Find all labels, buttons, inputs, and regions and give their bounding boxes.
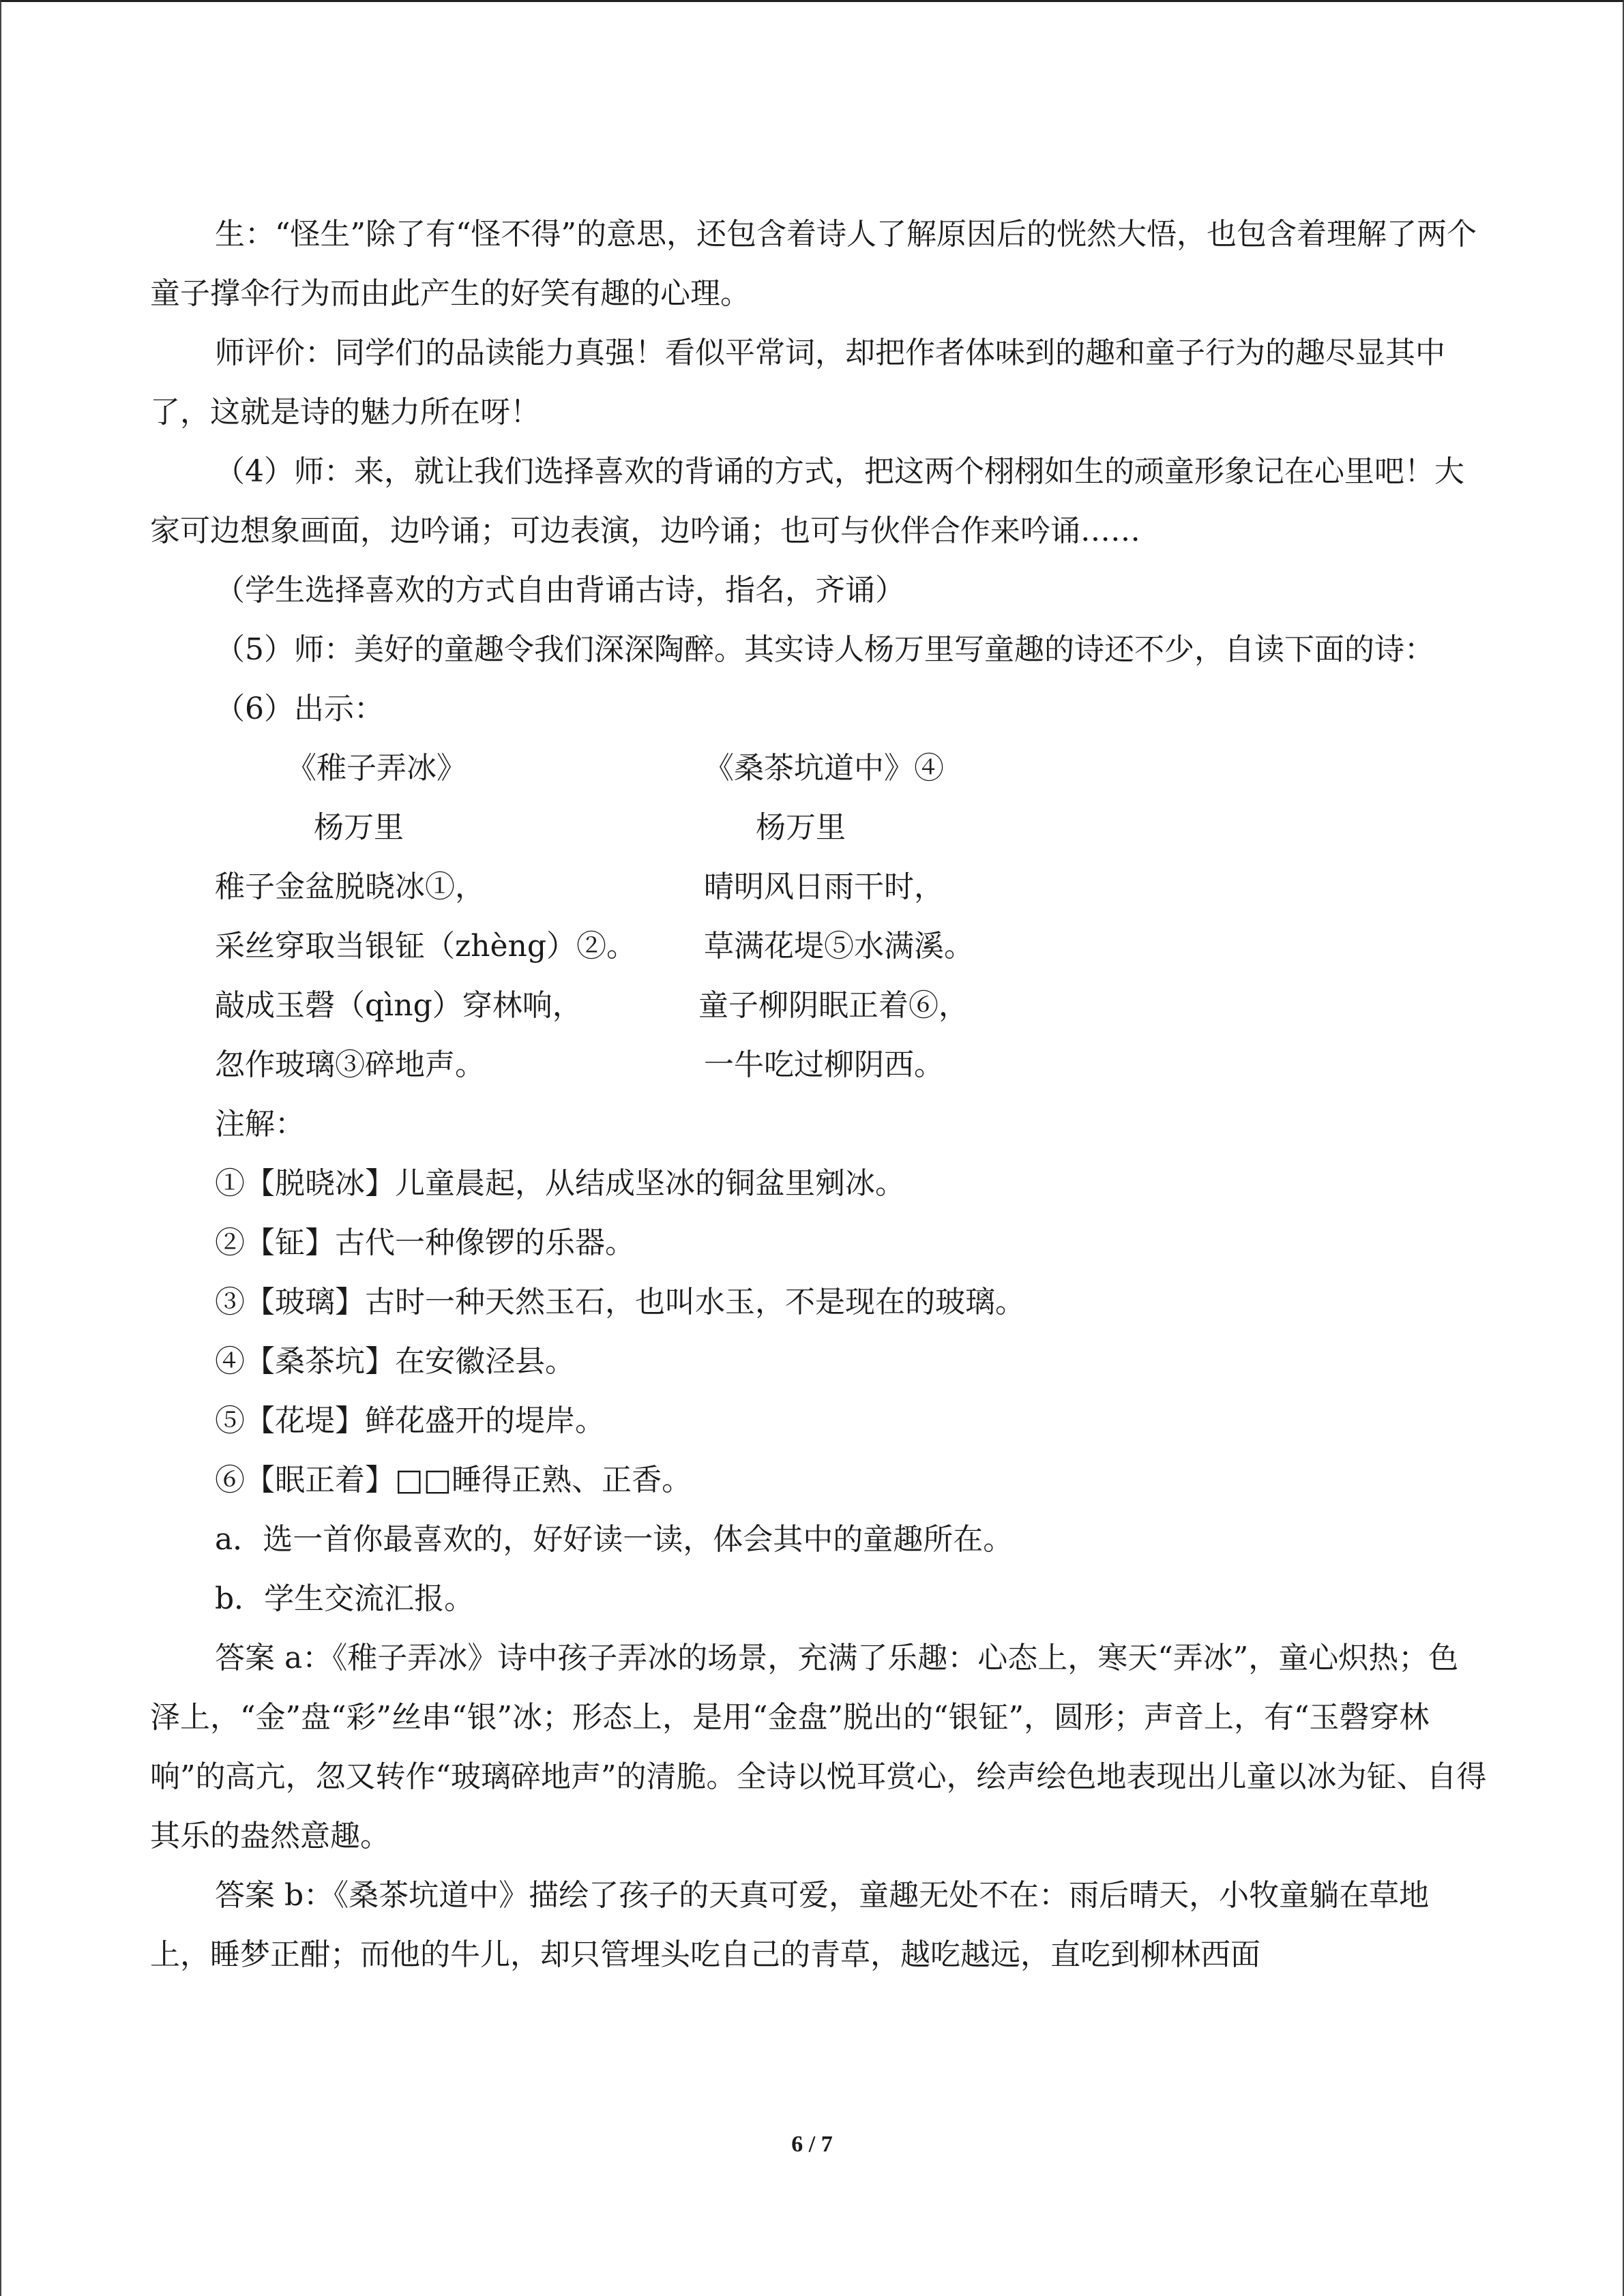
note-item: ⑥【眠正着】□□睡得正熟、正香。 — [215, 1463, 692, 1497]
note-item: ②【钲】古代一种像锣的乐器。 — [215, 1225, 635, 1260]
answer-a: 答案 a：《稚子弄冰》诗中孩子弄冰的场景，充满了乐趣：心态上，寒天“弄冰”，童心炽热；色泽上，“金”盘“彩”丝串“银”冰；形态上，是用“金盘”脱出的“银钲”，圆形；声音上，有“玉磬穿林响”的高亢，忽又转作“玻璃碎地声”的清脆。全诗以悦耳赏心，绘声绘色地表现出儿童以冰为钲、自得其乐的盎然意趣。 — [150, 1641, 1487, 1853]
poem-right-line: 一牛吃过柳阴西。 — [704, 1047, 944, 1082]
task-item: a．选一首你最喜欢的，好好读一读，体会其中的童趣所在。 — [215, 1522, 1014, 1557]
poem-right-title: 《桑茶坑道中》④ — [704, 751, 944, 786]
note-item: ③【玻璃】古时一种天然玉石，也叫水玉，不是现在的玻璃。 — [215, 1285, 1025, 1320]
poem-right-author: 杨万里 — [756, 810, 846, 845]
poem-left-line: 稚子金盆脱晓冰①， — [215, 869, 485, 904]
answer-b: 答案 b：《桑茶坑道中》描绘了孩子的天真可爱，童趣无处不在：雨后晴天，小牧童躺在草地上，睡梦正酣；而他的牛儿，却只管埋头吃自己的青草，越吃越远，直吃到柳林西面 — [150, 1878, 1430, 1972]
document-body — [150, 205, 1487, 1984]
note-item: ①【脱晓冰】儿童晨起，从结成坚冰的铜盆里剜冰。 — [215, 1166, 905, 1201]
note-item: ⑤【花堤】鲜花盛开的堤岸。 — [215, 1403, 605, 1438]
paragraph-student-answer: 生：“怪生”除了有“怪不得”的意思，还包含着诗人了解原因后的恍然大悟，也包含着理解了两个童子撑伞行为而由此产生的好笑有趣的心理。 — [150, 217, 1477, 311]
poem-left-line: 忽作玻璃③碎地声。 — [215, 1047, 485, 1082]
paragraph-recitation-note: （学生选择喜欢的方式自由背诵古诗，指名，齐诵） — [215, 573, 905, 608]
paragraph-step-5: （5）师：美好的童趣令我们深深陶醉。其实诗人杨万里写童趣的诗还不少，自读下面的诗： — [215, 632, 1434, 667]
poem-right-line: 童子柳阴眠正着⑥， — [698, 988, 969, 1023]
poem-left-author: 杨万里 — [314, 810, 404, 845]
poem-right-line: 晴明风日雨干时， — [704, 869, 944, 904]
task-item: b．学生交流汇报。 — [215, 1581, 475, 1616]
poems-block — [150, 739, 1487, 1094]
notes-label: 注解： — [215, 1107, 305, 1142]
paragraph-teacher-evaluation: 师评价：同学们的品读能力真强！看似平常词，却把作者体味到的趣和童子行为的趣尽显其中了，这就是诗的魅力所在呀！ — [150, 336, 1445, 430]
poem-left-line: 敲成玉磬（qìng）穿林响， — [215, 988, 582, 1023]
poem-left-title: 《稚子弄冰》 — [286, 751, 467, 786]
note-item: ④【桑茶坑】在安徽泾县。 — [215, 1344, 575, 1379]
paragraph-step-4: （4）师：来，就让我们选择喜欢的背诵的方式，把这两个栩栩如生的顽童形象记在心里吧！大家可边想象画面，边吟诵；可边表演，边吟诵；也可与伙伴合作来吟诵…… — [150, 454, 1464, 548]
paragraph-step-6: （6）出示： — [215, 691, 384, 726]
poem-left-line: 采丝穿取当银钲（zhèng）②。 — [215, 929, 637, 964]
page-number: 6 / 7 — [791, 2132, 833, 2157]
poem-right-line: 草满花堤⑤水满溪。 — [704, 929, 974, 964]
